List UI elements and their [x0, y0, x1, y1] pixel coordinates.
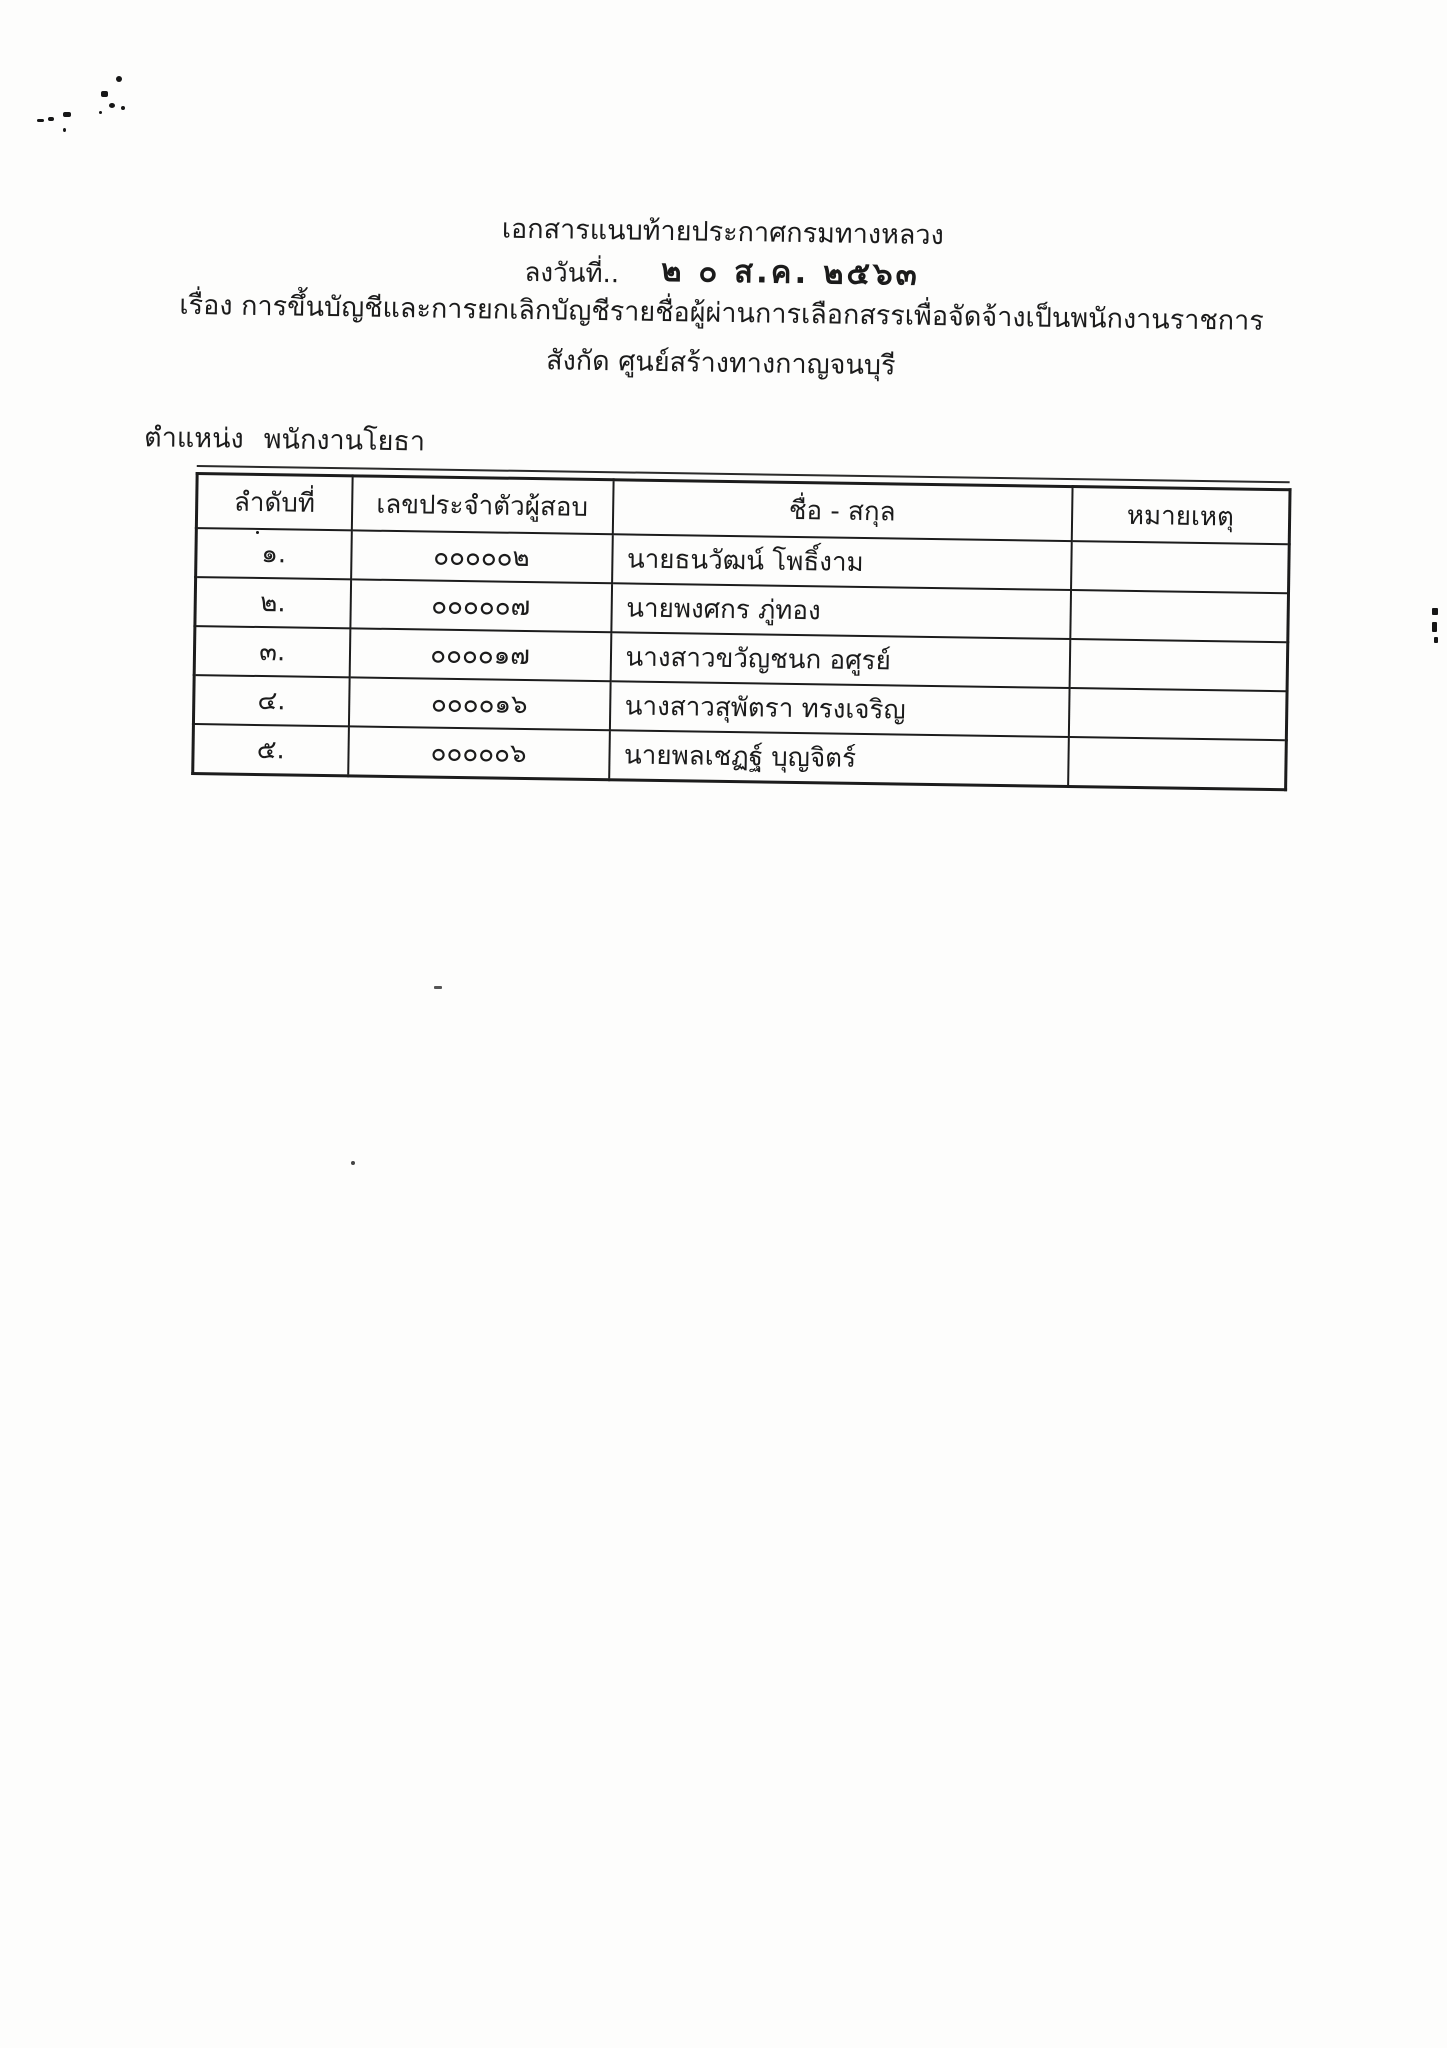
position-value: พนักงานโยธา — [263, 424, 426, 458]
cell-remark — [1068, 737, 1287, 790]
cell-order: ๕. — [193, 724, 349, 776]
cell-exam-id: ๐๐๐๐๐๒ — [351, 530, 613, 583]
cell-order: ๑. — [196, 528, 352, 579]
cell-exam-id: ๐๐๐๐๑๗ — [349, 628, 611, 681]
cell-exam-id: ๐๐๐๐๐๖ — [348, 726, 610, 779]
document-title: เอกสารแนบท้ายประกาศกรมทางหลวง — [501, 213, 944, 252]
position-line — [144, 415, 426, 462]
cell-name: นายพลเชฏฐ์ บุญจิตร์ — [609, 730, 1069, 786]
cell-name: นายธนวัฒน์ โพธิ์งาม — [612, 534, 1072, 590]
subject-line: เรื่อง การขึ้นบัญชีและการยกเลิกบัญชีรายชื่อผู้ผ่านการเลือกสรรเพื่อจัดจ้างเป็นพนักงานราชการ — [179, 289, 1264, 337]
column-header-exam-id: เลขประจำตัวผู้สอบ — [351, 476, 613, 534]
cell-name: นางสาวสุพัตรา ทรงเจริญ — [609, 681, 1069, 737]
cell-order: ๓. — [194, 626, 350, 677]
cell-exam-id: ๐๐๐๐๑๖ — [348, 677, 610, 730]
results-table — [191, 472, 1291, 791]
cell-name: นางสาวขวัญชนก อศูรย์ — [610, 632, 1070, 688]
cell-order: ๒. — [195, 577, 351, 628]
column-header-order: ลำดับที่ — [196, 474, 352, 531]
cell-remark — [1070, 590, 1289, 642]
column-header-name: ชื่อ - สกุล — [612, 480, 1072, 541]
cell-remark — [1069, 639, 1288, 691]
position-label: ตำแหน่ง — [143, 422, 244, 455]
column-header-remark: หมายเหตุ — [1071, 487, 1290, 545]
cell-remark — [1068, 688, 1287, 740]
date-stamp: ๒ ๐ ส.ค. ๒๕๖๓ — [660, 252, 921, 293]
cell-remark — [1071, 541, 1290, 593]
cell-name: นายพงศกร ภู่ทอง — [611, 583, 1071, 639]
affiliation-line: สังกัด ศูนย์สร้างทางกาญจนบุรี — [545, 345, 896, 382]
cell-order: ๔. — [193, 675, 349, 726]
date-label: ลงวันที่.. — [524, 257, 620, 290]
cell-exam-id: ๐๐๐๐๐๗ — [350, 579, 612, 632]
